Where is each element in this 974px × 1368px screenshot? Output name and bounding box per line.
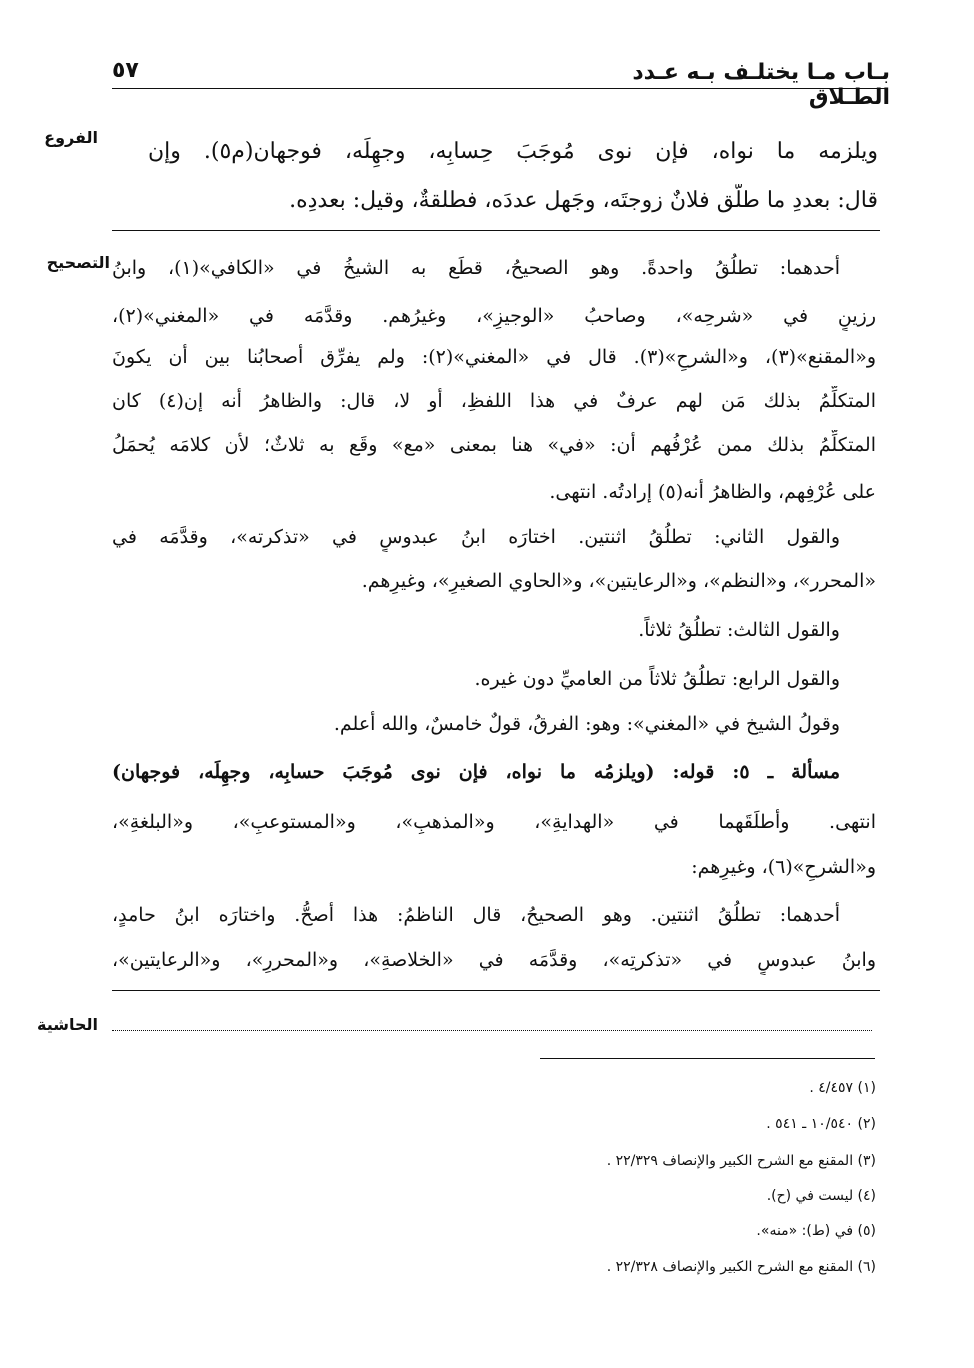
chapter-title: بـاب مـا يختلـف بـه عـدد الطـلاق bbox=[632, 60, 890, 110]
page-number: ٥٧ bbox=[112, 58, 139, 83]
text-line: وابنُ عبدوسٍ في «تذكرتِه»، وقدَّمَه في «الخلاصةِ»، و«المحررِ»، و«الرعايتين»، bbox=[112, 949, 876, 971]
text-line: والقول الثالث: تطلُقُ ثلاثاً. bbox=[638, 619, 840, 641]
text-line: أحدهما: تطلُقُ اثنتين. وهو الصحيحُ، قال الناظمُ: هذا أصحُّ. واختارَه ابنُ حامدٍ، bbox=[112, 904, 840, 926]
text-line: «المحرر»، و«النظم»، و«الرعايتين»، و«الحاوي الصغيرِ»، وغيرِهم. bbox=[361, 570, 876, 592]
text-line: وقولُ الشيخ في «المغني»: وهو: الفرقُ، قولٌ خامسٌ، والله أعلم. bbox=[333, 713, 840, 735]
header-rule bbox=[112, 88, 888, 89]
bottom-rule bbox=[112, 990, 880, 991]
text-line: المتكلِّمُ بذلك مَن لهم عرفٌ في هذا اللفظِ، أو لا، قال: والظاهرُ أنه إن(٤) كان bbox=[112, 390, 876, 412]
text-line: قال: بعددِ ما طلَّق فلانٌ زوجتَه، وجَهل عددَه، فطلقةٌ، وقيل: بعددِه. bbox=[289, 188, 878, 213]
hashiya-dotted-line bbox=[112, 1030, 872, 1031]
text-line: ويلزمه ما نواه، فإن نوى مُوجَبَ حِسابِه، وجهِلَه، فوجهان(م٥). وإن bbox=[148, 139, 878, 164]
text-line: والقول الثاني: تطلُقُ اثنتين. اختارَه ابنُ عبدوسٍ في «تذكرته»، وقدَّمَه في bbox=[112, 526, 840, 548]
text-line: المتكلِّمُ بذلك ممن عُرْفُهم أن: «في» هنا بمعنى «مع» وقَع به ثلاثٌ؛ لأن كلامَه يُحمَلُ bbox=[112, 434, 876, 456]
text-line: رزينٍ في «شرحِه»، وصاحبُ «الوجيزِ»، وغيرُهم. وقدَّمَه في «المغني»(٢)، bbox=[112, 305, 876, 327]
text-line: على عُرْفِهم، والظاهرُ أنه(٥) إرادتُه. انتهى. bbox=[549, 481, 876, 503]
footnote: (٦) المقنع مع الشرح الكبير والإنصاف ٢٢/٣٢٨ . bbox=[606, 1259, 876, 1275]
footnote: (٤) ليست في (ح). bbox=[766, 1188, 876, 1204]
tashih-label: التصحيح bbox=[46, 253, 110, 272]
footnote: (٥) في (ط): «منه». bbox=[756, 1223, 876, 1239]
furu-label: الفروع bbox=[44, 128, 98, 147]
text-line: و«المقنع»(٣)، و«الشرحِ»(٣). قال في «المغني»(٢): ولم يفرِّق أصحابُنا بين أن يكونَ bbox=[112, 346, 876, 368]
footnote: (١) ٤/٤٥٧ . bbox=[809, 1080, 876, 1096]
text-line: أحدهما: تطلُقُ واحدةً. وهو الصحيحُ، قطَع به الشيخُ في «الكافي»(١)، وابنُ bbox=[112, 257, 840, 279]
text-line: و«الشرحِ»(٦)، وغيرِهم: bbox=[691, 856, 876, 878]
footnote-separator bbox=[540, 1058, 875, 1059]
footnote: (٣) المقنع مع الشرح الكبير والإنصاف ٢٢/٣٢٩ . bbox=[606, 1153, 876, 1169]
text-line: مسألة ـ ٥: قوله: (ويلزمُه ما نواه، فإن نوى مُوجَبَ حسابِه، وجهِلَه، فوجهان) bbox=[112, 761, 840, 783]
footnote: (٢) ١٠/٥٤٠ ـ ٥٤١ . bbox=[766, 1116, 876, 1132]
hashiya-label: الحاشية bbox=[37, 1015, 98, 1034]
section-rule bbox=[112, 230, 880, 231]
text-line: انتهى. وأطلَقَهما في «الهدايةِ»، و«المذهبِ»، و«المستوعبِ»، و«البلغةِ»، bbox=[112, 811, 876, 833]
text-line: والقول الرابع: تطلُقُ ثلاثاً من العاميِّ دون غيره. bbox=[474, 668, 840, 690]
